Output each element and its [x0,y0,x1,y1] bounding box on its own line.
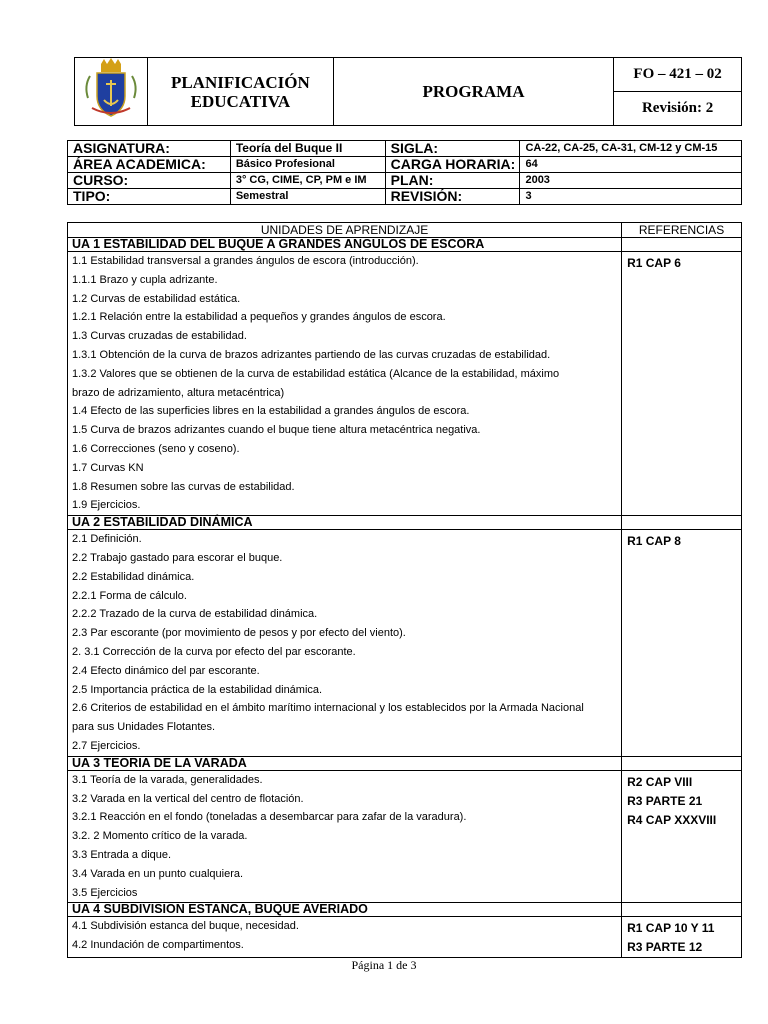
units-column-header: UNIDADES DE APRENDIZAJE [68,223,622,238]
unit-item: 2.1 Definición. [72,533,142,546]
unit-references [622,917,742,958]
unit-title: UA 2 ESTABILIDAD DINÁMICA [68,516,622,530]
unit-item: 4.1 Subdivisión estanca del buque, necesidad. [72,920,299,933]
unit-title: UA 1 ESTABILIDAD DEL BUQUE A GRANDES ANGULOS DE ESCORA [68,238,622,252]
unit-item: 3.2. 2 Momento crítico de la varada. [72,830,248,843]
unit-item: 1.3.2 Valores que se obtienen de la curva de estabilidad estática (Alcance de la estabilidad, máximo [72,367,560,380]
unit-item: 2.6 Criterios de estabilidad en el ámbito marítimo internacional y los establecidos por la Armada Nacional [72,702,584,715]
unit-item: 1.9 Ejercicios. [72,499,141,512]
curso-label: CURSO: [68,173,231,189]
unit-items [68,252,622,516]
learning-units-table [67,222,742,958]
unit-item: brazo de adrizamiento, altura metacéntrica) [72,386,285,399]
unit-title: UA 4 SUBDIVISION ESTANCA, BUQUE AVERIADO [68,903,622,917]
tipo-label: TIPO: [68,189,231,205]
unit-title: UA 3 TEORIA DE LA VARADA [68,756,622,770]
reference-item: R1 CAP 6 [627,256,681,270]
unit-content-row [68,770,742,903]
unit-item: 3.2 Varada en la vertical del centro de flotación. [72,792,304,805]
unit-item: 3.4 Varada en un punto cualquiera. [72,867,244,880]
unit-item: 1.7 Curvas KN [72,461,144,474]
unit-title-row [68,903,742,917]
document-type-cell [147,58,333,126]
document-header [74,57,742,126]
form-revision: Revisión: 2 [614,92,742,126]
revision-label: REVISIÓN: [385,189,520,205]
reference-item: R1 CAP 8 [627,534,681,549]
tipo-value: Semestral [230,189,385,205]
plan-label: PLAN: [385,173,520,189]
unit-references [622,252,742,516]
unit-items [68,770,622,903]
unit-item: 1.4 Efecto de las superficies libres en la estabilidad a grandes ángulos de escora. [72,405,470,418]
unit-item: 2.7 Ejercicios. [72,739,141,752]
unit-item: 3.5 Ejercicios [72,886,138,899]
unit-item: 1.2.1 Relación entre la estabilidad a pequeños y grandes ángulos de escora. [72,311,446,324]
sigla-label: SIGLA: [385,141,520,157]
reference-item: R3 PARTE 21 [627,793,703,808]
unit-item: 1.2 Curvas de estabilidad estática. [72,292,241,305]
unit-item: 1.1 Estabilidad transversal a grandes ángulos de escora (introducción). [72,255,419,267]
unit-item: 2.5 Importancia práctica de la estabilidad dinámica. [72,683,323,696]
unit-title-row [68,238,742,252]
sigla-value: CA-22, CA-25, CA-31, CM-12 y CM-15 [520,141,742,157]
plan-value: 2003 [520,173,742,189]
unit-item: 1.1.1 Brazo y cupla adrizante. [72,273,218,286]
naval-crest-logo [82,58,140,120]
unit-item: 2.2.2 Trazado de la curva de estabilidad dinámica. [72,608,318,621]
unit-content-row [68,530,742,757]
unit-item: para sus Unidades Flotantes. [72,721,216,734]
curso-value: 3° CG, CIME, CP, PM e IM [230,173,385,189]
unit-item: 1.6 Correcciones (seno y coseno). [72,442,240,455]
reference-item: R2 CAP VIII [627,774,693,789]
unit-item: 2.3 Par escorante (por movimiento de pesos y por efecto del viento). [72,627,406,640]
unit-item: 1.3 Curvas cruzadas de estabilidad. [72,330,247,343]
unit-items [68,530,622,757]
unit-item: 2.2 Estabilidad dinámica. [72,570,195,583]
unit-title-row [68,756,742,770]
reference-item: R1 CAP 10 Y 11 [627,921,715,936]
unit-item: 2.2.1 Forma de cálculo. [72,589,187,602]
course-info-table [67,140,742,205]
program-title: PROGRAMA [333,58,613,126]
area-value: Básico Profesional [230,157,385,173]
page-number: Página 1 de 3 [351,958,417,972]
unit-item: 4.2 Inundación de compartimentos. [72,939,244,952]
unit-item: 2.4 Efecto dinámico del par escorante. [72,664,260,677]
unit-content-row [68,917,742,958]
unit-item: 2. 3.1 Corrección de la curva por efecto del par escorante. [72,645,356,658]
unit-title-ref-cell [622,756,742,770]
reference-item: R4 CAP XXXVIII [627,812,717,827]
units-body [68,238,742,958]
unit-item: 3.1 Teoría de la varada, generalidades. [72,773,263,786]
unit-title-ref-cell [622,516,742,530]
unit-items [68,917,622,958]
references-column-header: REFERENCIAS [622,223,742,238]
unit-content-row [68,252,742,516]
unit-title-ref-cell [622,903,742,917]
logo-cell [75,58,148,126]
form-code: FO – 421 – 02 [614,58,742,92]
unit-item: 1.5 Curva de brazos adrizantes cuando el buque tiene altura metacéntrica negativa. [72,424,481,437]
unit-title-row [68,516,742,530]
unit-item: 1.3.1 Obtención de la curva de brazos adrizantes partiendo de las curvas cruzadas de estabilidad. [72,348,551,361]
unit-item: 3.3 Entrada a dique. [72,848,172,861]
unit-title-ref-cell [622,238,742,252]
unit-item: 2.2 Trabajo gastado para escorar el buque. [72,551,283,564]
unit-item: 1.8 Resumen sobre las curvas de estabilidad. [72,480,295,493]
asignatura-value: Teoría del Buque II [230,141,385,157]
title-line-2: EDUCATIVA [190,91,291,111]
unit-references [622,530,742,757]
revision-value: 3 [520,189,742,205]
title-line-1: PLANIFICACIÓN [170,72,310,92]
unit-item: 3.2.1 Reacción en el fondo (toneladas a desembarcar para zafar de la varadura). [72,811,467,824]
unit-references [622,770,742,903]
carga-value: 64 [520,157,742,173]
reference-item: R3 PARTE 12 [627,940,703,955]
area-label: ÁREA ACADEMICA: [68,157,231,173]
carga-label: CARGA HORARIA: [385,157,520,173]
asignatura-label: ASIGNATURA: [68,141,231,157]
